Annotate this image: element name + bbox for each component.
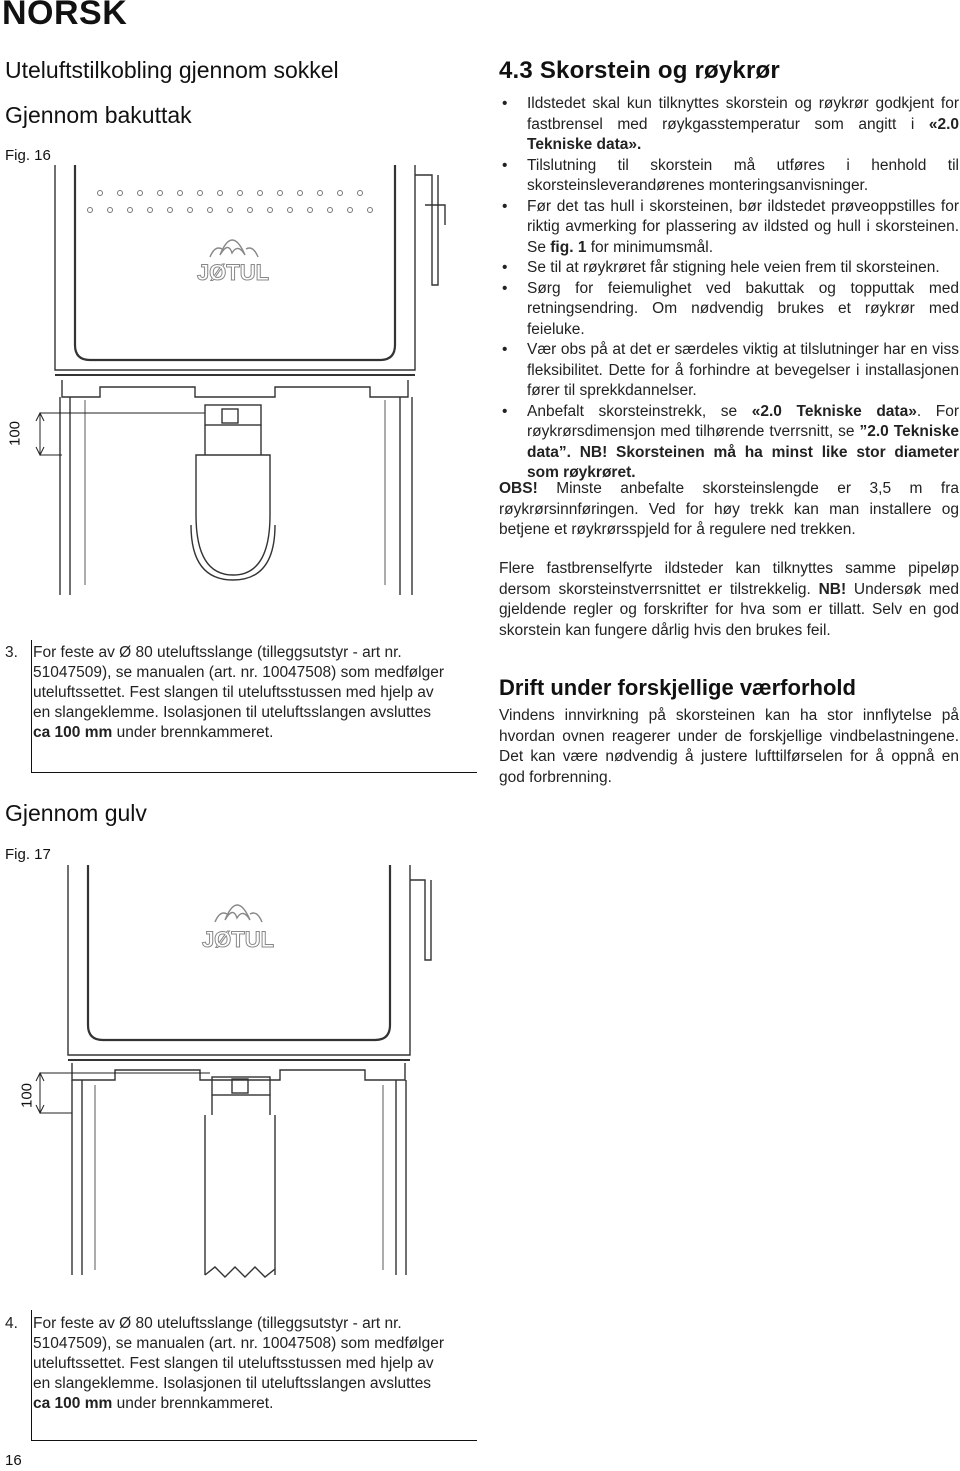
obs-paragraph: OBS! Minste anbefalte skorsteinslengde er 3,5 m fra røykrørsinnføringen. Ved for høy trekk kan man installere og betjene et røykrørsspjeld for å regulere ned trekken. (499, 480, 959, 538)
step3-line2: 51047509), se manualen (art. nr. 10047508) som medfølger (33, 664, 444, 681)
step3-line1: For feste av Ø 80 uteluftsslange (tilleggsutstyr - art nr. (33, 644, 402, 661)
step3-text (5, 643, 463, 743)
step3-line4: en slangeklemme. Isolasjonen til uteluftsslangen avsluttes (33, 704, 432, 721)
step3-horizontal-rule (31, 772, 477, 773)
fig16-dimension-label: 100 (6, 420, 24, 447)
jotul-logo-text: JØTUL (196, 260, 270, 285)
section-title-gulv: Gjennom gulv (5, 800, 147, 826)
step3-bold: ca 100 mm (33, 724, 113, 741)
step4-line3: uteluftssettet. Fest slangen til uteluftsstussen med hjelp av (33, 1355, 434, 1372)
step3-line5: under brennkammeret. (112, 724, 274, 741)
step3-vertical-rule (31, 640, 32, 772)
vind-paragraph: Vindens innvirkning på skorsteinen kan ha stor innflytelse på hvordan ovnen reagerer under de forskjellige vindbelastningene. Det kan være nødvendig å justere lufttilførselen for å oppnå en god forbrenning. (499, 707, 959, 786)
section-title-drift: Drift under forskjellige værforhold (499, 675, 856, 700)
section-title-uteluft: Uteluftstilkobling gjennom sokkel (5, 57, 339, 83)
jotul-logo-fig17 (215, 905, 262, 922)
fig17-dimension-label: 100 (18, 1082, 36, 1109)
bullet-2: • Tilslutning til skorstein må utføres i henhold til skorsteinsleverandørenes monteringsanvisninger. (499, 156, 959, 197)
bullet-1: • Ildstedet skal kun tilknyttes skorstein og røykrør godkjent for fastbrensel med røykgasstemperatur som angitt i «2.0 Tekniske data». (499, 94, 959, 156)
vent-dots-row1 (98, 191, 363, 196)
step4-text (5, 1314, 463, 1414)
fig17-illustration (0, 865, 470, 1285)
bullet-3: • Før det tas hull i skorsteinen, bør ildstedet prøveoppstilles for riktig avmerking for plassering av ildsted og hull i skorsteinen. Se fig. 1 for minimumsmål. (499, 197, 959, 259)
bullet-4: • Se til at røykrøret får stigning hele veien frem til skorsteinen. (499, 258, 959, 279)
skorstein-bullet-list (499, 94, 959, 484)
obs-label: OBS! (499, 480, 538, 497)
fig16-label: Fig. 16 (5, 147, 51, 164)
fig16-illustration (0, 165, 470, 595)
step4-line5: under brennkammeret. (112, 1395, 274, 1412)
step4-bold: ca 100 mm (33, 1395, 113, 1412)
step4-number: 4. (5, 1315, 18, 1332)
bullet-5: • Sørg for feiemulighet ved bakuttak og topputtak med retningsendring. Om nødvendig brukes et røykrør med feieluke. (499, 279, 959, 341)
step4-line4: en slangeklemme. Isolasjonen til uteluftsslangen avsluttes (33, 1375, 432, 1392)
page-number: 16 (5, 1452, 22, 1469)
bullet-7: • Anbefalt skorsteinstrekk, se «2.0 Tekniske data». For røykrørsdimensjon med tilhørende tverrsnitt, se ”2.0 Tekniske data”. NB! Skorsteinen må ha minst like stor diameter som røykrøret. (499, 402, 959, 484)
fig17-label: Fig. 17 (5, 846, 51, 863)
step4-vertical-rule (31, 1310, 32, 1440)
step4-line1: For feste av Ø 80 uteluftsslange (tilleggsutstyr - art nr. (33, 1315, 402, 1332)
section-title-skorstein: 4.3 Skorstein og røykrør (499, 57, 780, 84)
jotul-logo-fig16 (210, 240, 258, 257)
step4-line2: 51047509), se manualen (art. nr. 10047508) som medfølger (33, 1335, 444, 1352)
language-heading: NORSK (2, 0, 128, 32)
step3-number: 3. (5, 644, 18, 661)
bullet-6: • Vær obs på at det er særdeles viktig at tilslutninger har en viss fleksibilitet. Dette for å forhindre at bevegelser i installasjonen fører til sprekkdannelser. (499, 340, 959, 402)
pipeloep-paragraph: Flere fastbrenselfyrte ildsteder kan tilknyttes samme pipeløp dersom skorsteinstverrsnittet er tilstrekkelig. NB! Undersøk med gjeldende regler og forskrifter for hva som er tillatt. Selv en god skorstein kan fungere dårlig hvis den brukes feil. (499, 560, 959, 639)
jotul-logo-text: JØTUL (201, 927, 275, 952)
step4-horizontal-rule (31, 1440, 477, 1441)
vent-dots-row2 (88, 208, 373, 213)
section-subtitle-bakuttak: Gjennom bakuttak (5, 102, 192, 128)
step3-line3: uteluftssettet. Fest slangen til uteluftsstussen med hjelp av (33, 684, 434, 701)
